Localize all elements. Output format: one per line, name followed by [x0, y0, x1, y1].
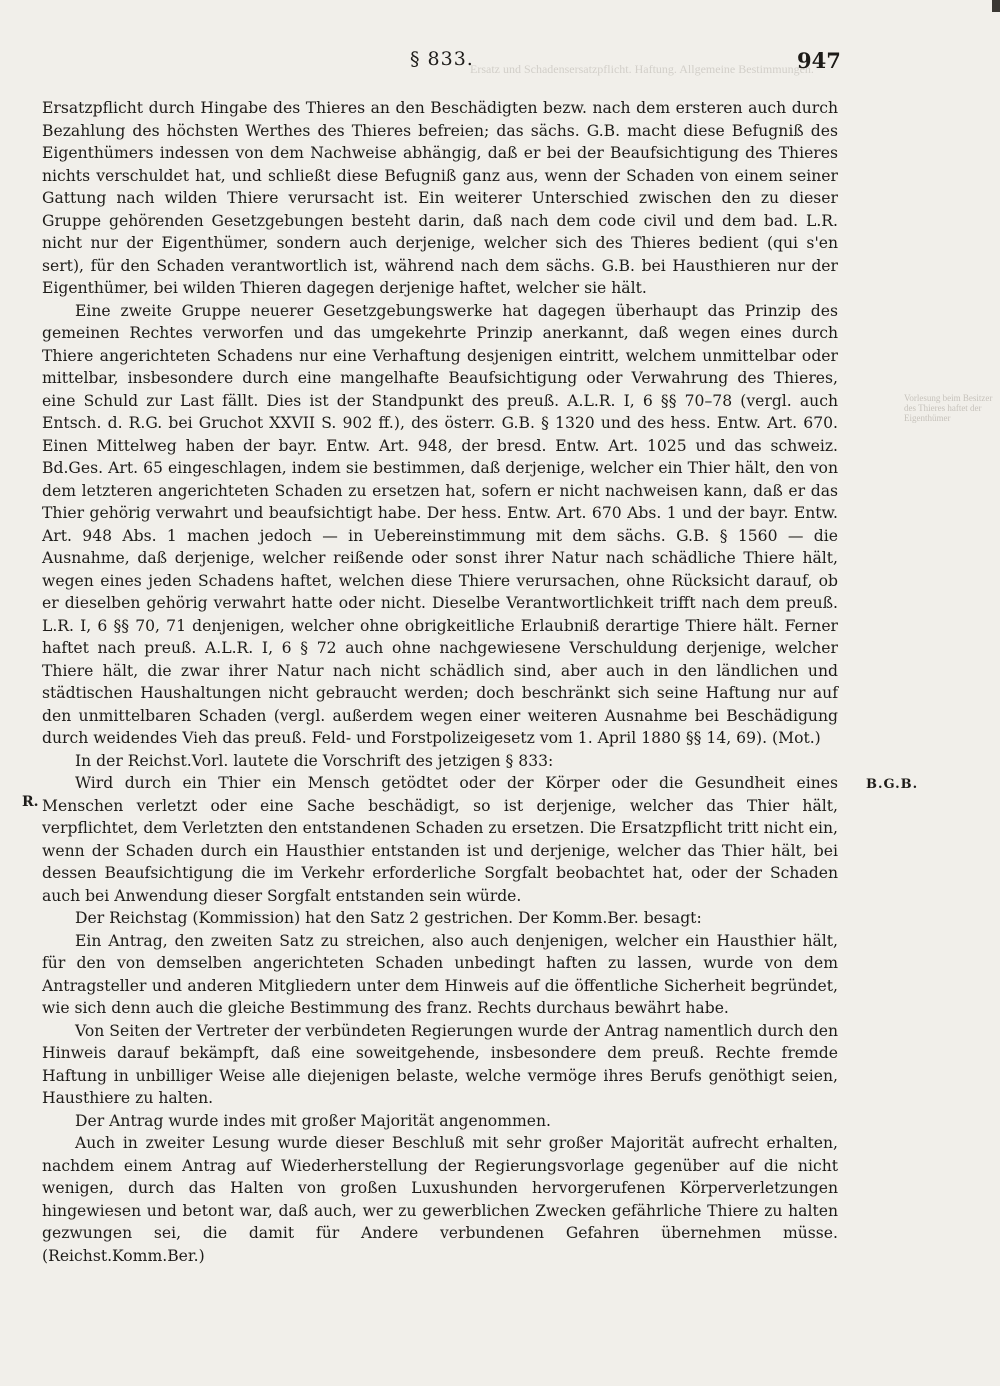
paragraph: Von Seiten der Vertreter der verbündeten Regierungen wurde der Antrag namentlich durch den Hinweis darauf bekämpft, daß eine soweitgehende, insbesondere dem preuß. Rechte fremde Haftung in unbilliger Weise alle diejenigen belaste, welche vermöge ihres Berufs genöthigt seien, Hausthiere zu halten.: [42, 1021, 838, 1107]
margin-sigil-right: B.G.B.: [866, 777, 919, 792]
body-text: [42, 97, 838, 1267]
quoted-paragraph: Wird durch ein Thier ein Mensch getödtet oder der Körper oder die Gesundheit eines Menschen verletzt oder eine Sache beschädigt, so ist derjenige, welcher das Thier hält, verpflichtet, dem Verletzten den entstandenen Schaden zu ersetzen. Die Ersatzpflicht tritt nicht ein, wenn der Schaden durch ein Hausthier entstanden ist und derjenige, welcher das Thier hält, bei dessen Beaufsichtigung die im Verkehr erforderliche Sorgfalt beobachtet hat, oder der Schaden auch bei Anwendung dieser Sorgfalt entstanden sein würde.: [42, 774, 838, 905]
margin-bleed-note: Vorlesung beim Besitzer des Thieres haftet der Eigenthümer: [904, 393, 993, 423]
paragraph: In der Reichst.Vorl. lautete die Vorschrift des jetzigen § 833:: [75, 751, 554, 770]
paragraph: Ersatzpflicht durch Hingabe des Thieres an den Beschädigten bezw. nach dem ersteren auch durch Bezahlung des höchsten Werthes des Thieres befreien; das sächs. G.B. macht diese Befugniß des Eigenthümers indessen von dem Nachweise abhängig, daß er bei der Beaufsichtigung des Thieres nichts verschuldet hat, und schließt diese Befugniß ganz aus, wenn der Schaden von einem seiner Gattung nach wilden Thiere verursacht ist. Ein weiterer Unterschied zwischen den zu dieser Gruppe gehörenden Gesetzgebungen besteht darin, daß nach dem code civil und dem bad. L.R. nicht nur der Eigenthümer, sondern auch derjenige, welcher sich des Thieres bedient (qui s'en sert), für den Schaden verantwortlich ist, während nach dem sächs. G.B. bei Hausthieren nur der Eigenthümer, bei wilden Thieren dagegen derjenige haftet, welcher sie hält.: [42, 99, 838, 297]
page-header: [0, 48, 1000, 78]
paragraph: Auch in zweiter Lesung wurde dieser Beschluß mit sehr großer Majorität aufrecht erhalten, nachdem einem Antrag auf Wiederherstellung der Regierungsvorlage gegenüber auf die nicht wenigen, durch das Halten von großen Luxushunden hervorgerufenen Körperverletzungen hingewiesen und betont war, daß auch, wer zu gewerblichen Zwecken gefährliche Thiere zu halten gezwungen sei, die damit für Andere verbundenen Gefahren übernehmen müsse. (Reichst.Komm.Ber.): [42, 1134, 838, 1265]
paragraph: Ein Antrag, den zweiten Satz zu streichen, also auch denjenigen, welcher ein Hausthier hält, für den von demselben angerichteten Schaden unbedingt haften zu lassen, wurde von dem Antragsteller und anderen Mitgliedern unter dem Hinweis auf die öffentliche Sicherheit begründet, wie sich denn auch die gleiche Bestimmung des franz. Rechts durchaus bewährt habe.: [42, 931, 838, 1017]
margin-sigil-left: R.: [22, 794, 39, 810]
bleed-through-text: Ersatz und Schadensersatzpflicht. Haftung. Allgemeine Bestimmungen.: [470, 62, 814, 76]
paragraph: Eine zweite Gruppe neuerer Gesetzgebungswerke hat dagegen überhaupt das Prinzip des gemeinen Rechtes verworfen und das umgekehrte Prinzip anerkannt, daß wegen eines durch Thiere angerichteten Schadens nur eine Verhaftung desjenigen eintritt, welchem unmittelbar oder mittelbar, insbesondere durch eine mangelhafte Beaufsichtigung oder Verwahrung des Thieres, eine Schuld zur Last fällt. Dies ist der Standpunkt des preuß. A.L.R. I, 6 §§ 70–78 (vergl. auch Entsch. d. R.G. bei Gruchot XXVII S. 902 ff.), des österr. G.B. § 1320 und des hess. Entw. Art. 670. Einen Mittelweg haben der bayr. Entw. Art. 948, der bresd. Entw. Art. 1025 und das schweiz. Bd.Ges. Art. 65 eingeschlagen, indem sie bestimmen, daß derjenige, welcher ein Thier hält, den von dem letzteren angerichteten Schaden zu ersetzen hat, sofern er nicht nachweisen kann, daß er das Thier gehörig verwahrt und beaufsichtigt habe. Der hess. Entw. Art. 670 Abs. 1 und der bayr. Entw. Art. 948 Abs. 1 machen jedoch — in Uebereinstimmung mit dem sächs. G.B. § 1560 — die Ausnahme, daß derjenige, welcher reißende oder sonst ihrer Natur nach schädliche Thiere hält, wegen eines jeden Schadens haftet, welchen diese Thiere verursachen, ohne Rücksicht darauf, ob er dieselben gehörig verwahrt hatte oder nicht. Dieselbe Verantwortlichkeit trifft nach dem preuß. L.R. I, 6 §§ 70, 71 denjenigen, welcher ohne obrigkeitliche Erlaubniß derartige Thiere hält. Ferner haftet nach preuß. A.L.R. I, 6 § 72 auch ohne nachgewiesene Verschuldung derjenige, welcher Thiere hält, die zwar ihrer Natur nach nicht schädlich sind, aber auch in den ländlichen und städtischen Haushaltungen nicht gebraucht werden; doch beschränkt sich seine Haftung nur auf den unmittelbaren Schaden (vergl. außerdem wegen einer weiteren Ausnahme bei Beschädigung durch weidendes Vieh das preuß. Feld- und Forstpolizeigesetz vom 1. April 1880 §§ 14, 69). (Mot.): [42, 301, 838, 747]
paragraph: Der Antrag wurde indes mit großer Majorität angenommen.: [75, 1111, 551, 1130]
page-number: 947: [797, 48, 841, 73]
paragraph: Der Reichstag (Kommission) hat den Satz 2 gestrichen. Der Komm.Ber. besagt:: [75, 909, 702, 927]
page-edge-mark: [992, 0, 1000, 12]
section-title: § 833.: [410, 48, 474, 70]
